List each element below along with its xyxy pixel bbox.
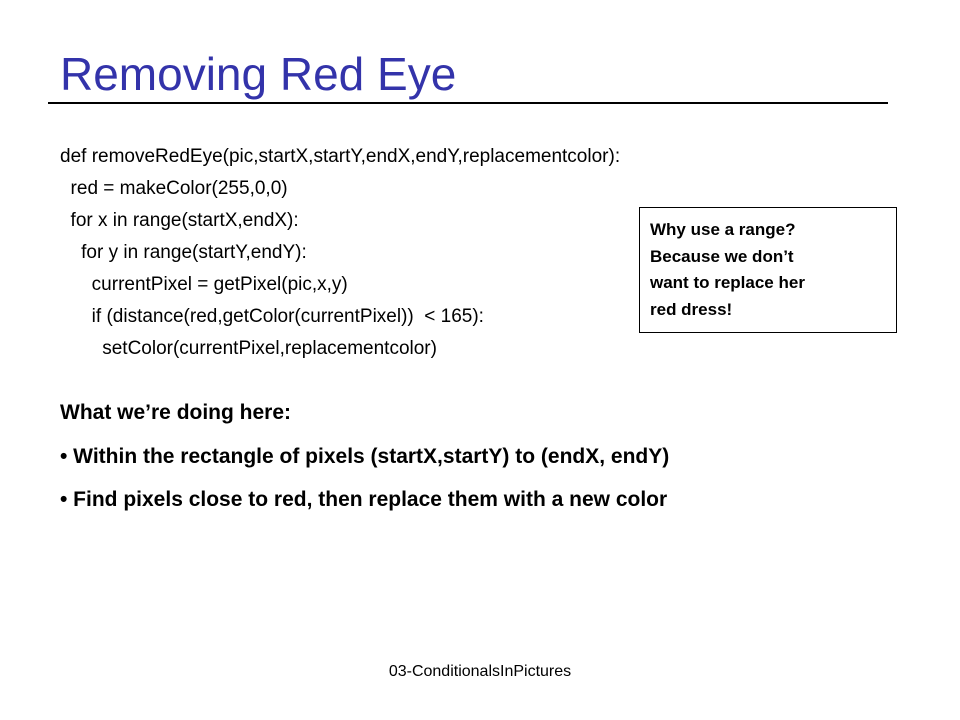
code-line: setColor(currentPixel,replacementcolor) [60, 338, 437, 359]
title-underline [48, 102, 888, 104]
code-block [60, 141, 620, 365]
code-line: currentPixel = getPixel(pic,x,y) [60, 274, 348, 295]
bullet-item: • Find pixels close to red, then replace them with a new color [60, 488, 668, 511]
callout-line: Because we don’t [650, 246, 794, 266]
explanation-section [60, 398, 780, 526]
callout-box [639, 207, 897, 333]
code-line: for x in range(startX,endX): [60, 210, 299, 231]
slide-footer: 03-ConditionalsInPictures [388, 663, 572, 680]
code-line: red = makeColor(255,0,0) [60, 178, 288, 199]
slide-title: Removing Red Eye [60, 48, 457, 100]
callout-line: want to replace her [650, 273, 805, 292]
explanation-heading: What we’re doing here: [60, 401, 292, 424]
code-line: for y in range(startY,endY): [60, 242, 307, 263]
callout-line: Why use a range? [650, 220, 796, 239]
callout-line: red dress! [650, 299, 733, 319]
code-line: def removeRedEye(pic,startX,startY,endX,endY,replacementcolor): [60, 146, 621, 167]
code-line: if (distance(red,getColor(currentPixel)) < 165): [60, 306, 484, 327]
bullet-item: • Within the rectangle of pixels (startX,startY) to (endX, endY) [60, 445, 670, 468]
